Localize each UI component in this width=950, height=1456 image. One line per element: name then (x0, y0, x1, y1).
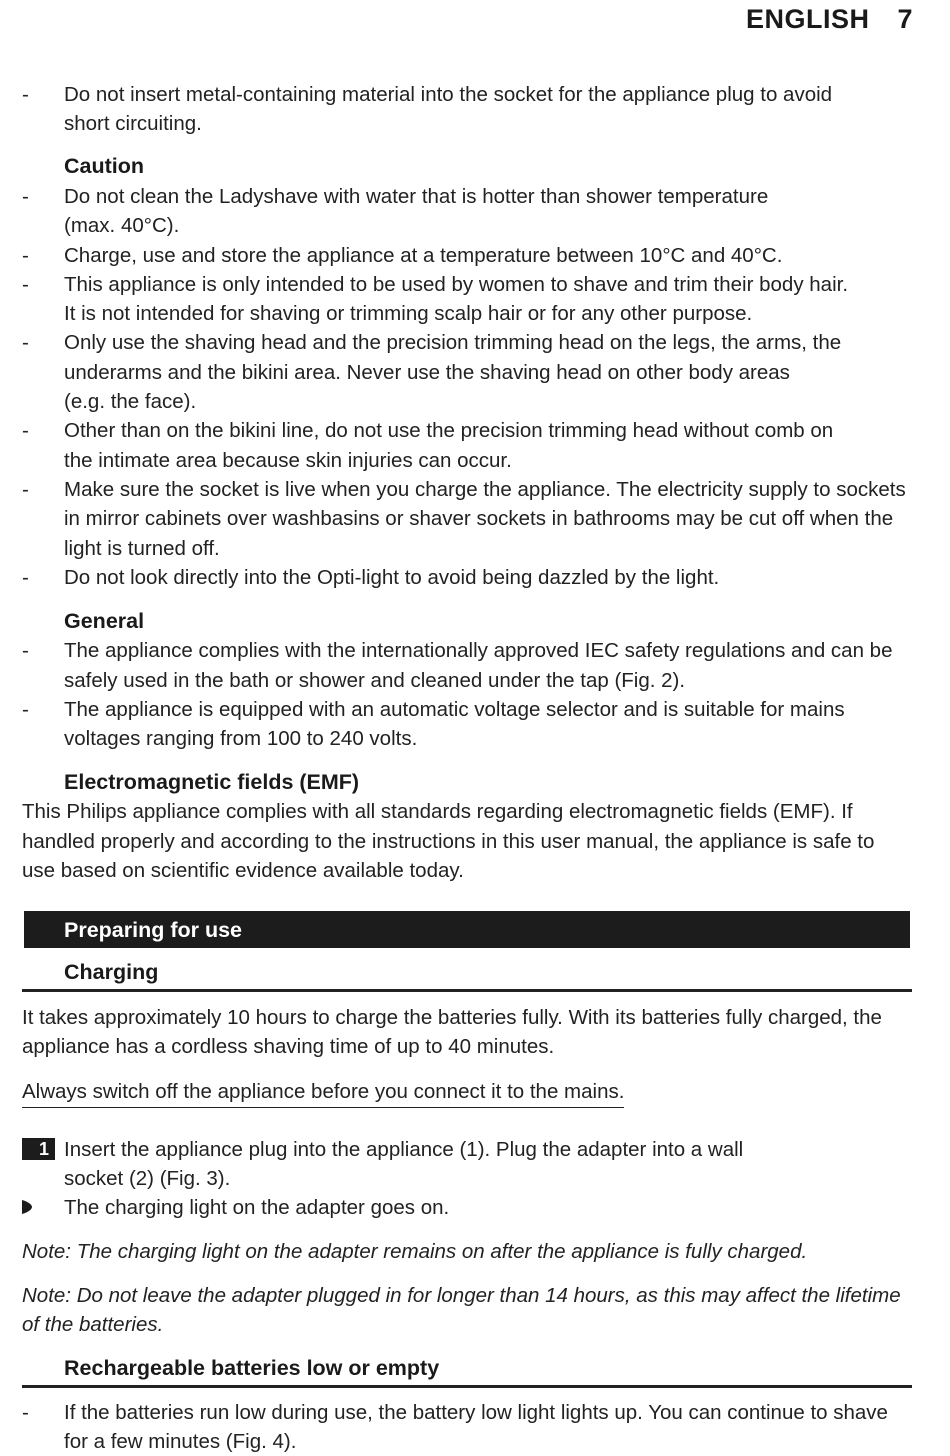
text-line: light is turned off. (64, 537, 220, 560)
list-dash: - (22, 273, 29, 296)
text-line: The appliance complies with the internationally approved IEC safety regulations and can be (64, 639, 893, 662)
heading-charging: Charging (64, 960, 159, 984)
page-number: 7 (897, 4, 913, 34)
list-dash: - (22, 639, 29, 662)
list-dash: - (22, 185, 29, 208)
text-line: Do not insert metal-containing material into the socket for the appliance plug to avoid (64, 83, 833, 106)
section-bar (24, 911, 910, 948)
list-dash: - (22, 698, 29, 721)
text-line: Do not look directly into the Opti-light to avoid being dazzled by the light. (64, 566, 720, 589)
step-text: Insert the appliance plug into the appliance (1). Plug the adapter into a wall (64, 1138, 744, 1161)
text-line: If the batteries run low during use, the battery low light lights up. You can continue to shave (64, 1401, 888, 1424)
text-line: This Philips appliance complies with all standards regarding electromagnetic fields (EMF). If (22, 800, 853, 823)
text-line: It takes approximately 10 hours to charge the batteries fully. With its batteries fully charged, the (22, 1006, 882, 1029)
heading-rule (22, 1385, 912, 1388)
heading-general: General (64, 609, 145, 633)
header-language: ENGLISH (745, 4, 870, 34)
text-line: (e.g. the face). (64, 390, 197, 413)
section-title-preparing: Preparing for use (64, 918, 243, 942)
note-text: Note: Do not leave the adapter plugged in for longer than 14 hours, as this may affect the lifetime (22, 1284, 901, 1307)
text-line: Only use the shaving head and the precision trimming head on the legs, the arms, the (64, 331, 842, 354)
list-dash: - (22, 419, 29, 442)
heading-rule (22, 989, 912, 992)
text-line: This appliance is only intended to be used by women to shave and trim their body hair. (64, 273, 849, 296)
text-line: It is not intended for shaving or trimming scalp hair or for any other purpose. (64, 302, 753, 325)
text-line: safely used in the bath or shower and cleaned under the tap (Fig. 2). (64, 669, 686, 692)
text-line: handled properly and according to the instructions in this user manual, the appliance is safe to (22, 830, 875, 853)
text-line: underarms and the bikini area. Never use the shaving head on other body areas (64, 361, 790, 384)
text-line: appliance has a cordless shaving time of up to 40 minutes. (22, 1035, 555, 1058)
step-text: socket (2) (Fig. 3). (64, 1167, 231, 1190)
result-text: The charging light on the adapter goes on. (64, 1196, 450, 1219)
list-dash: - (22, 478, 29, 501)
note-text: of the batteries. (22, 1313, 164, 1336)
text-line: Charge, use and store the appliance at a temperature between 10°C and 40°C. (64, 244, 783, 267)
underlined-instruction: Always switch off the appliance before you connect it to the mains. (22, 1077, 624, 1108)
text-line: Do not clean the Ladyshave with water that is hotter than shower temperature (64, 185, 769, 208)
text-line: Make sure the socket is live when you charge the appliance. The electricity supply to sockets (64, 478, 906, 501)
text-line: voltages ranging from 100 to 240 volts. (64, 727, 418, 750)
list-dash: - (22, 1401, 29, 1424)
text-line: The appliance is equipped with an automatic voltage selector and is suitable for mains (64, 698, 845, 721)
note-text: Note: The charging light on the adapter remains on after the appliance is fully charged. (22, 1240, 808, 1263)
list-dash: - (22, 244, 29, 267)
result-bullet-icon (22, 1198, 32, 1216)
list-dash: - (22, 566, 29, 589)
text-line: for a few minutes (Fig. 4). (64, 1430, 297, 1453)
text-line: in mirror cabinets over washbasins or shaver sockets in bathrooms may be cut off when the (64, 507, 894, 530)
heading-emf: Electromagnetic fields (EMF) (64, 770, 360, 794)
step-number-badge: 1 (22, 1138, 55, 1160)
text-line: Other than on the bikini line, do not use the precision trimming head without comb on (64, 419, 834, 442)
text-line: (max. 40°C). (64, 214, 180, 237)
text-line: use based on scientific evidence available today. (22, 859, 464, 882)
list-dash: - (22, 331, 29, 354)
text-line: the intimate area because skin injuries can occur. (64, 449, 512, 472)
list-dash: - (22, 83, 29, 106)
text-line: short circuiting. (64, 112, 202, 135)
page-header (746, 4, 913, 35)
heading-batteries: Rechargeable batteries low or empty (64, 1356, 440, 1380)
heading-caution: Caution (64, 154, 145, 178)
